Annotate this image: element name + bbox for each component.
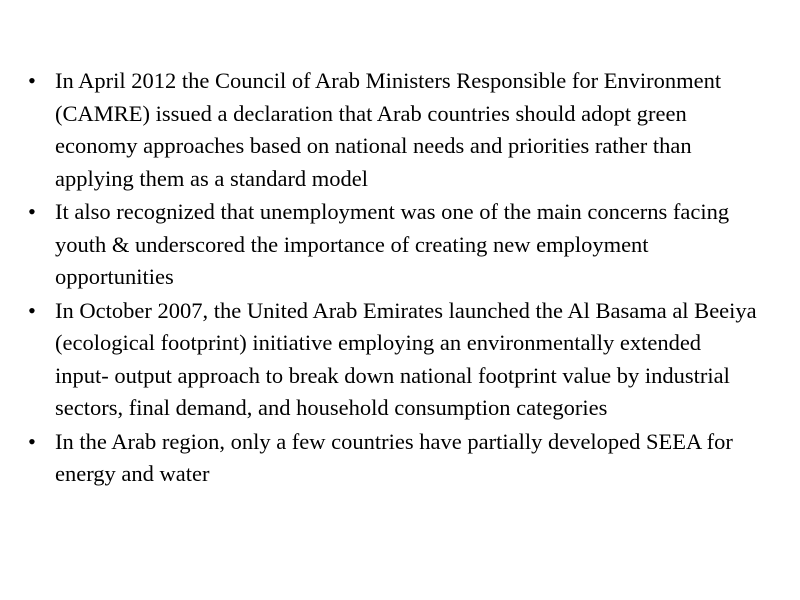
- bullet-icon: •: [28, 68, 36, 93]
- bullet-text: In the Arab region, only a few countries have partially developed SEEA for energy and water: [55, 428, 733, 486]
- bullet-icon: •: [28, 428, 36, 454]
- bullet-item-camre-declaration: [22, 65, 760, 195]
- bullet-text: In April 2012 the Council of Arab Ministers Responsible for Environment (CAMRE) issued a declaration that Arab countries should adopt green economy approaches based on national needs and priorities rather than applying them as a standard model: [55, 68, 722, 191]
- bullet-icon: •: [28, 199, 36, 224]
- bullet-list: [22, 65, 760, 491]
- bullet-item-seea: [22, 426, 760, 491]
- bullet-icon: •: [28, 297, 36, 323]
- bullet-text: It also recognized that unemployment was one of the main concerns facing youth & underscored the importance of creating new employment opportunities: [55, 199, 730, 289]
- bullet-item-uae-initiative: [22, 295, 760, 425]
- bullet-text: In October 2007, the United Arab Emirates launched the Al Basama al Beeiya (ecological footprint) initiative employing an environmentally extended input- output approach to break down national footprint value by industrial sectors, final demand, and household consumption categories: [55, 297, 757, 420]
- bullet-item-unemployment: [22, 196, 760, 294]
